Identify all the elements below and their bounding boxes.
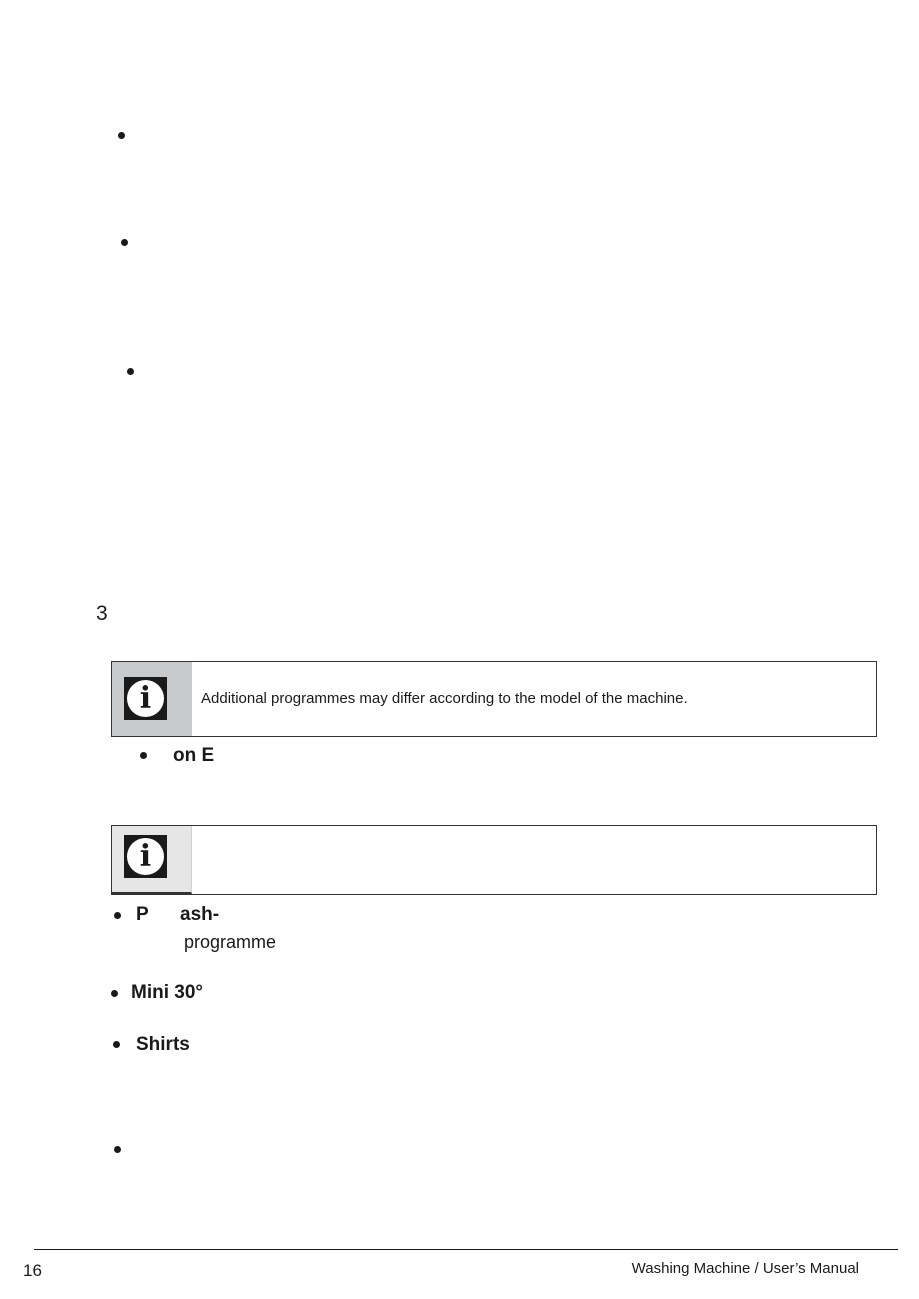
bullet-dot <box>113 1041 120 1048</box>
programme-label: Mini 30° <box>131 982 204 1003</box>
bullet-dot <box>118 132 125 139</box>
programme-sub-label: programme <box>184 932 277 952</box>
footer-title: Washing Machine / User’s Manual <box>631 1260 859 1277</box>
bullet-dot <box>114 1146 121 1153</box>
programme-label: P ash- <box>136 904 220 925</box>
bullet-dot <box>121 239 128 246</box>
note-text: Additional programmes may differ according to the model of the machine. <box>201 690 688 707</box>
programme-label: on E <box>173 745 215 766</box>
programme-label: Shirts <box>136 1034 190 1055</box>
bullet-dot <box>140 752 147 759</box>
note-icon-panel <box>112 662 192 736</box>
info-icon: i <box>124 677 167 720</box>
info-icon: i <box>124 835 167 878</box>
page-number: 16 <box>23 1261 42 1280</box>
footer-divider <box>34 1249 898 1250</box>
bullet-dot <box>114 912 121 919</box>
info-note <box>111 825 877 895</box>
section-number: 3 <box>96 602 108 625</box>
info-note <box>111 661 877 737</box>
note-icon-panel <box>112 826 192 894</box>
bullet-dot <box>127 368 134 375</box>
bullet-dot <box>111 990 118 997</box>
